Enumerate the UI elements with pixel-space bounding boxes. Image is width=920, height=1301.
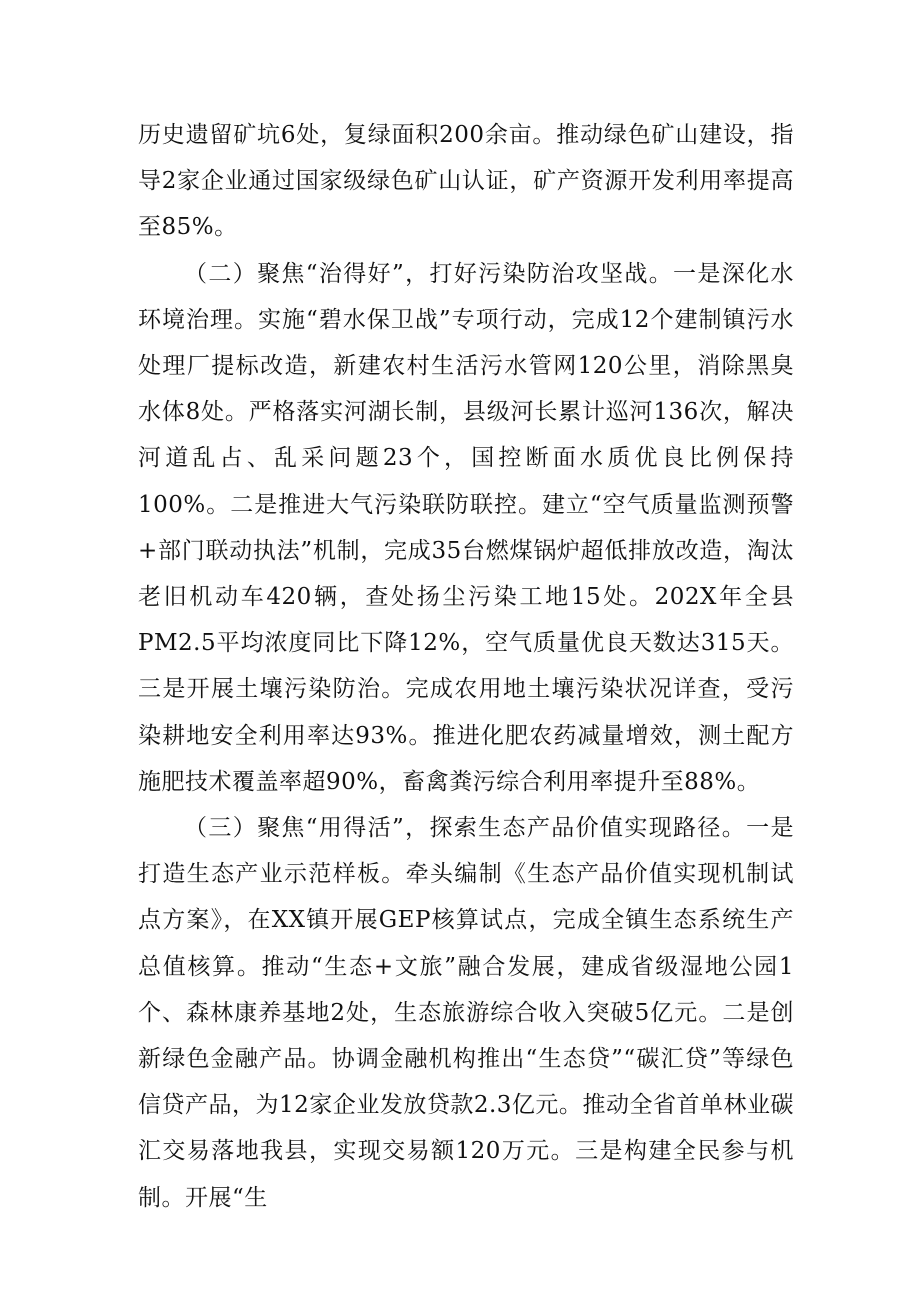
paragraph-ecological-value: （三）聚焦“用得活”，探索生态产品价值实现路径。一是打造生态产业示范样板。牵头编制《生态产品价值实现机制试点方案》，在XX镇开展GEP核算试点，完成全镇生态系统生产总值核算。推动“生态+文旅”融合发展，建成省级湿地公园1个、森林康养基地2处，生态旅游综合收入突破5亿元。二是创新绿色金融产品。协调金融机构推出“生态贷”“碳汇贷”等绿色信贷产品，为12家企业发放贷款2.3亿元。推动全省首单林业碳汇交易落地我县，实现交易额120万元。三是构建全民参与机制。开展“生 bbox=[138, 815, 794, 1211]
paragraph-mining-restoration: 历史遗留矿坑6处，复绿面积200余亩。推动绿色矿山建设，指导2家企业通过国家级绿色矿山认证，矿产资源开发利用率提高至85%。 bbox=[138, 122, 794, 241]
body-text bbox=[138, 112, 794, 1221]
paragraph-pollution-control: （二）聚焦“治得好”，打好污染防治攻坚战。一是深化水环境治理。实施“碧水保卫战”专项行动，完成12个建制镇污水处理厂提标改造，新建农村生活污水管网120公里，消除黑臭水体8处。严格落实河湖长制，县级河长累计巡河136次，解决河道乱占、乱采问题23个，国控断面水质优良比例保持100%。二是推进大气污染联防联控。建立“空气质量监测预警+部门联动执法”机制，完成35台燃煤锅炉超低排放改造，淘汰老旧机动车420辆，查处扬尘污染工地15处。202X年全县PM2.5平均浓度同比下降12%，空气质量优良天数达315天。三是开展土壤污染防治。完成农用地土壤污染状况详查，受污染耕地安全利用率达93%。推进化肥农药减量增效，测土配方施肥技术覆盖率超90%，畜禽粪污综合利用率提升至88%。 bbox=[138, 260, 794, 795]
